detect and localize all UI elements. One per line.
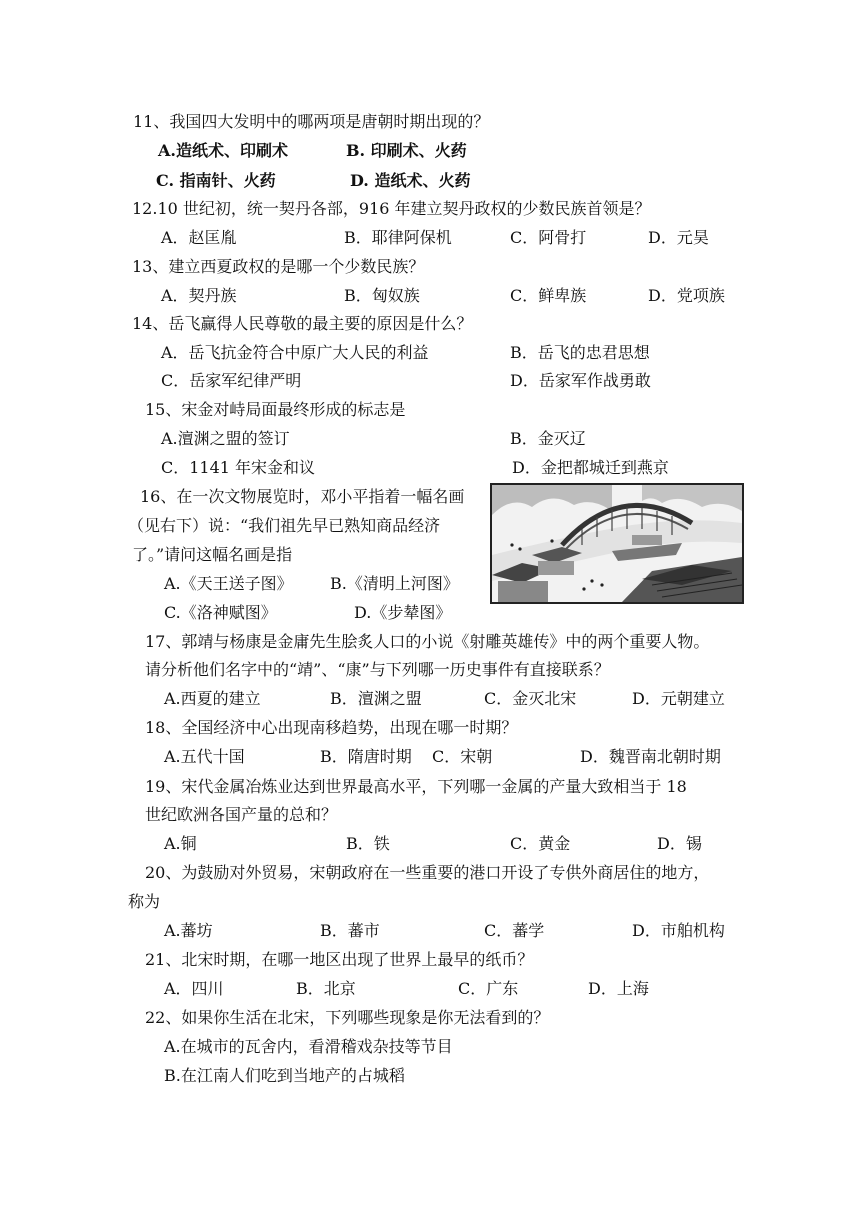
question-11-option-b: B. 印刷术、火药 (346, 141, 467, 160)
question-20-stem-line2: 称为 (128, 892, 161, 911)
question-11-option-d: D. 造纸术、火药 (350, 171, 471, 190)
question-13-option-c: C．鲜卑族 (510, 286, 587, 305)
question-21-stem: 21、北宋时期，在哪一地区出现了世界上最早的纸币？ (145, 950, 534, 969)
question-14-option-a: A．岳飞抗金符合中原广大人民的利益 (161, 343, 429, 362)
question-21-option-d: D．上海 (588, 979, 649, 998)
question-12-stem: 12.10 世纪初，统一契丹各部，916 年建立契丹政权的少数民族首领是？ (132, 199, 651, 218)
question-13-option-b: B．匈奴族 (344, 286, 420, 305)
question-12-option-b: B．耶律阿保机 (344, 228, 452, 247)
question-20-stem-line1: 20、为鼓励对外贸易，宋朝政府在一些重要的港口开设了专供外商居住的地方， (145, 863, 710, 882)
question-13-option-a: A．契丹族 (161, 286, 237, 305)
question-19-option-b: B．铁 (346, 834, 390, 853)
question-18-option-b: B．隋唐时期 (320, 747, 412, 766)
question-19-option-d: D．锡 (657, 834, 702, 853)
question-22-option-b: B.在江南人们吃到当地产的占城稻 (164, 1066, 405, 1085)
question-16-option-d: D.《步辇图》 (354, 603, 452, 622)
question-15-option-b: B．金灭辽 (510, 429, 586, 448)
question-19-stem-line2: 世纪欧洲各国产量的总和？ (145, 805, 338, 824)
question-18-stem: 18、全国经济中心出现南移趋势，出现在哪一时期？ (145, 718, 518, 737)
question-17-stem-line1: 17、郭靖与杨康是金庸先生脍炙人口的小说《射雕英雄传》中的两个重要人物。 (145, 632, 710, 651)
question-21-option-a: A．四川 (164, 979, 224, 998)
question-20-option-c: C．蕃学 (484, 921, 545, 940)
question-15-stem: 15、宋金对峙局面最终形成的标志是 (145, 400, 406, 419)
question-14-stem: 14、岳飞赢得人民尊敬的最主要的原因是什么？ (132, 314, 473, 333)
question-17-stem-line2: 请分析他们名字中的“靖”、“康”与下列哪一历史事件有直接联系？ (145, 660, 610, 679)
question-16-stem-line2: （见右下）说：“我们祖先早已熟知商品经济 (128, 516, 441, 535)
question-18-option-a: A.五代十国 (164, 747, 245, 766)
question-12-option-c: C．阿骨打 (510, 228, 587, 247)
question-16-option-c: C.《洛神赋图》 (164, 603, 277, 622)
question-16-option-b: B.《清明上河图》 (330, 574, 459, 593)
question-16-stem-line1: 16、在一次文物展览时，邓小平指着一幅名画 (140, 487, 465, 506)
question-18-option-c: C．宋朝 (432, 747, 493, 766)
question-17-option-c: C．金灭北宋 (484, 689, 577, 708)
question-15-option-d: D．金把都城迁到燕京 (512, 458, 669, 477)
question-12-option-a: A．赵匡胤 (161, 228, 237, 247)
question-19-option-c: C．黄金 (510, 834, 571, 853)
question-11-option-c: C. 指南针、火药 (156, 171, 276, 190)
question-13-option-d: D．党项族 (648, 286, 725, 305)
question-15-option-a: A.澶渊之盟的签订 (161, 429, 290, 448)
question-19-option-a: A.铜 (164, 834, 197, 853)
question-18-option-d: D．魏晋南北朝时期 (580, 747, 721, 766)
question-20-option-b: B．蕃市 (320, 921, 380, 940)
question-12-option-d: D．元昊 (648, 228, 709, 247)
question-15-option-c: C．1141 年宋金和议 (161, 458, 316, 477)
question-14-option-d: D．岳家军作战勇敢 (510, 371, 651, 390)
question-14-option-b: B．岳飞的忠君思想 (510, 343, 650, 362)
question-13-stem: 13、建立西夏政权的是哪一个少数民族？ (132, 257, 425, 276)
question-11-stem: 11、我国四大发明中的哪两项是唐朝时期出现的？ (133, 112, 490, 131)
question-19-stem-line1: 19、宋代金属冶炼业达到世界最高水平，下列哪一金属的产量大致相当于 18 (145, 777, 687, 796)
question-17-option-d: D．元朝建立 (632, 689, 725, 708)
question-22-option-a: A.在城市的瓦舍内，看滑稽戏杂技等节目 (164, 1037, 453, 1056)
question-20-option-a: A.蕃坊 (164, 921, 213, 940)
question-20-option-d: D．市舶机构 (632, 921, 725, 940)
question-22-stem: 22、如果你生活在北宋，下列哪些现象是你无法看到的？ (145, 1008, 550, 1027)
question-21-option-b: B．北京 (296, 979, 356, 998)
question-16-option-a: A.《天王送子图》 (164, 574, 293, 593)
question-17-option-b: B．澶渊之盟 (330, 689, 422, 708)
question-14-option-c: C．岳家军纪律严明 (161, 371, 302, 390)
question-17-option-a: A.西夏的建立 (164, 689, 261, 708)
question-16-stem-line3: 了。”请问这幅名画是指 (132, 545, 293, 564)
question-21-option-c: C．广东 (458, 979, 519, 998)
question-11-option-a: A.造纸术、印刷术 (158, 141, 288, 160)
qingming-painting-image (490, 483, 744, 604)
